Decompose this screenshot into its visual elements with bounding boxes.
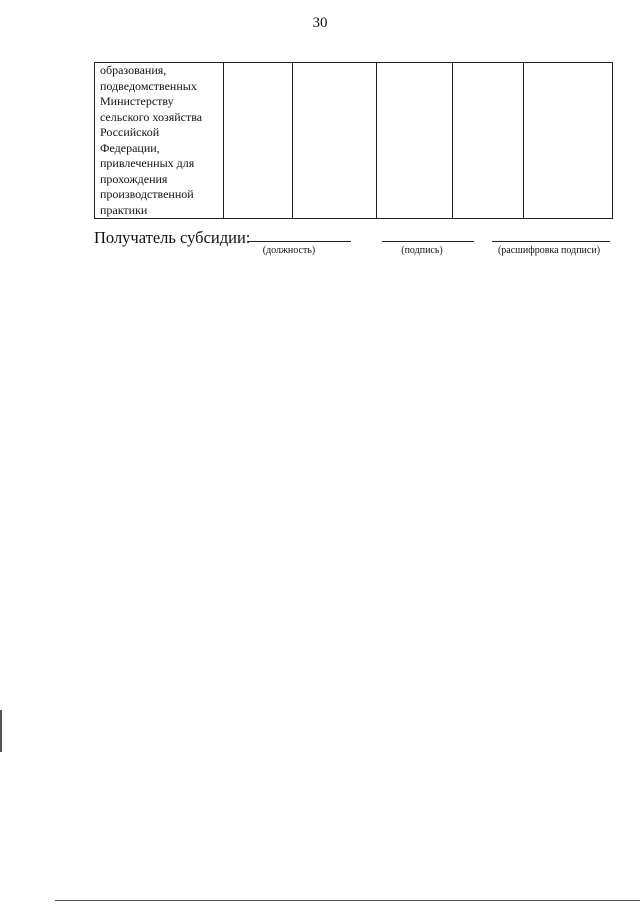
row-label-line: образования, — [100, 63, 167, 77]
row-label-line: подведомственных — [100, 78, 197, 93]
row-label-line: практики — [100, 202, 148, 217]
table-cell-empty — [377, 63, 453, 219]
table-cell-empty — [293, 63, 377, 219]
position-caption: (должность) — [262, 245, 316, 256]
table-cell-empty — [524, 63, 613, 219]
row-label-line: Федерации, — [100, 140, 160, 155]
signature-decryption-line — [492, 241, 610, 242]
row-label-cell — [95, 63, 224, 219]
scan-edge-mark-left — [0, 710, 2, 752]
form-table — [94, 62, 613, 219]
row-label-line: производственной — [100, 187, 194, 201]
row-label-line: Министерству — [100, 94, 174, 108]
table-cell-empty — [453, 63, 524, 219]
row-label-line: сельского хозяйства — [100, 109, 203, 124]
signature-line — [382, 241, 474, 242]
signature-caption: (подпись) — [401, 245, 443, 256]
table-cell-empty — [224, 63, 293, 219]
page-number: 30 — [312, 15, 328, 31]
recipient-signature-label: Получатель субсидии: — [94, 228, 251, 247]
scan-edge-line-bottom — [55, 900, 640, 901]
row-label-line: привлеченных для — [100, 156, 195, 170]
row-label-line: Российской — [100, 125, 160, 139]
signature-decryption-caption: (расшифровка подписи) — [497, 245, 601, 256]
row-label-line: прохождения — [100, 171, 168, 186]
table-row — [95, 63, 613, 219]
position-signature-line — [248, 241, 351, 242]
